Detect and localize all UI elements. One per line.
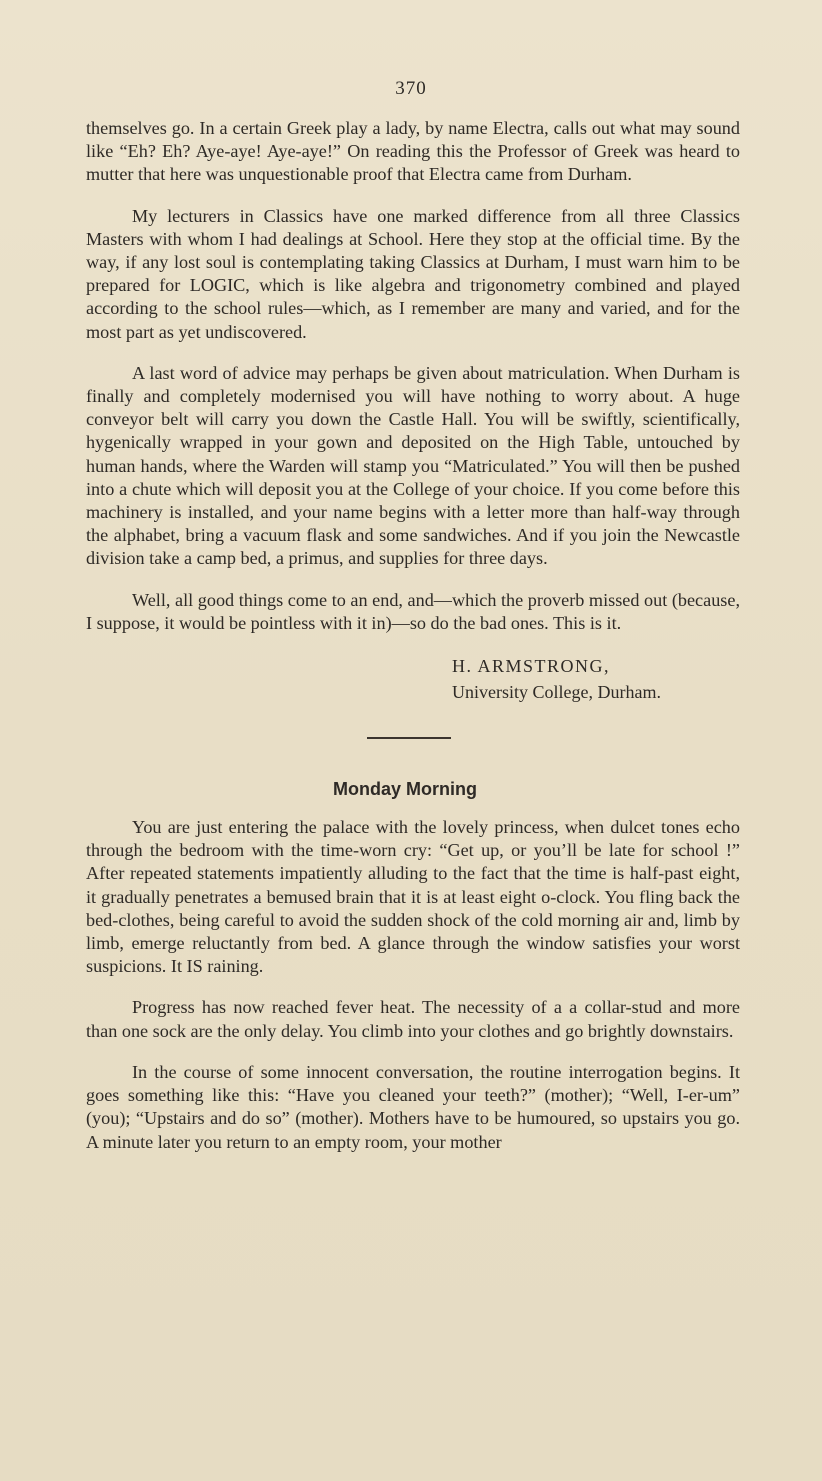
- paragraph: Well, all good things come to an end, and—which the proverb missed out (because, I suppose, it would be pointless with it in)—so do the bad ones. This is it.: [86, 589, 740, 633]
- section-title: Monday Morning: [333, 779, 477, 800]
- author-institution: University College, Durham.: [452, 682, 661, 703]
- author-name: H. ARMSTRONG,: [452, 656, 611, 677]
- paragraph: themselves go. In a certain Greek play a lady, by name Electra, calls out what may sound like “Eh? Eh? Aye-aye! Aye-aye!” On reading this the Professor of Greek was heard to mutter that here was unquestionable proof that Electra came from Durham.: [86, 118, 740, 185]
- paragraph: In the course of some innocent conversation, the routine interrogation begins. It goes something like this: “Have you cleaned your teeth?” (mother); “Well, I-er-um” (you); “Upstairs and do so” (mother). Mothers have to be humoured, so upstairs you go. A minute later you return to an empty room, your mother: [86, 1061, 740, 1152]
- text-column: [86, 117, 740, 1172]
- paragraph: Progress has now reached fever heat. The necessity of a a collar-stud and more than one sock are the only delay. You climb into your clothes and go brightly downstairs.: [86, 997, 740, 1041]
- paragraph: A last word of advice may perhaps be given about matriculation. When Durham is finally and completely modernised you will have nothing to worry about. A huge conveyor belt will carry you down the Castle Hall. You will be swiftly, scientifically, hygenically wrapped in your gown and deposited on the High Table, untouched by human hands, where the Warden will stamp you “Matriculated.” You will then be pushed into a chute which will deposit you at the College of your choice. If you come before this machinery is installed, and your name begins with a letter more than half-way through the alphabet, bring a vacuum flask and some sandwiches. And if you join the Newcastle division take a camp bed, a primus, and supplies for three days.: [86, 362, 740, 569]
- page-number: 370: [395, 78, 427, 99]
- paragraph: My lecturers in Classics have one marked difference from all three Classics Masters with whom I had dealings at School. Here they stop at the official time. By the way, if any lost soul is contemplating taking Classics at Durham, I must warn him to be prepared for LOGIC, which is like algebra and trigonometry combined and played according to the school rules—which, as I remember are many and varied, and for the most part as yet undiscovered.: [86, 205, 740, 342]
- paragraph: You are just entering the palace with the lovely princess, when dulcet tones echo through the bedroom with the time-worn cry: “Get up, or you’ll be late for school !” After repeated statements impatiently alluding to the fact that the time is half-past eight, it gradually penetrates a bemused brain that it is at least eight o-clock. You fling back the bed-clothes, being careful to avoid the sudden shock of the cold morning air and, limb by limb, emerge reluctantly from bed. A glance through the window satisfies your worst suspicions. It IS raining.: [86, 817, 740, 977]
- signature-block: [86, 653, 740, 705]
- section-divider: [367, 737, 451, 739]
